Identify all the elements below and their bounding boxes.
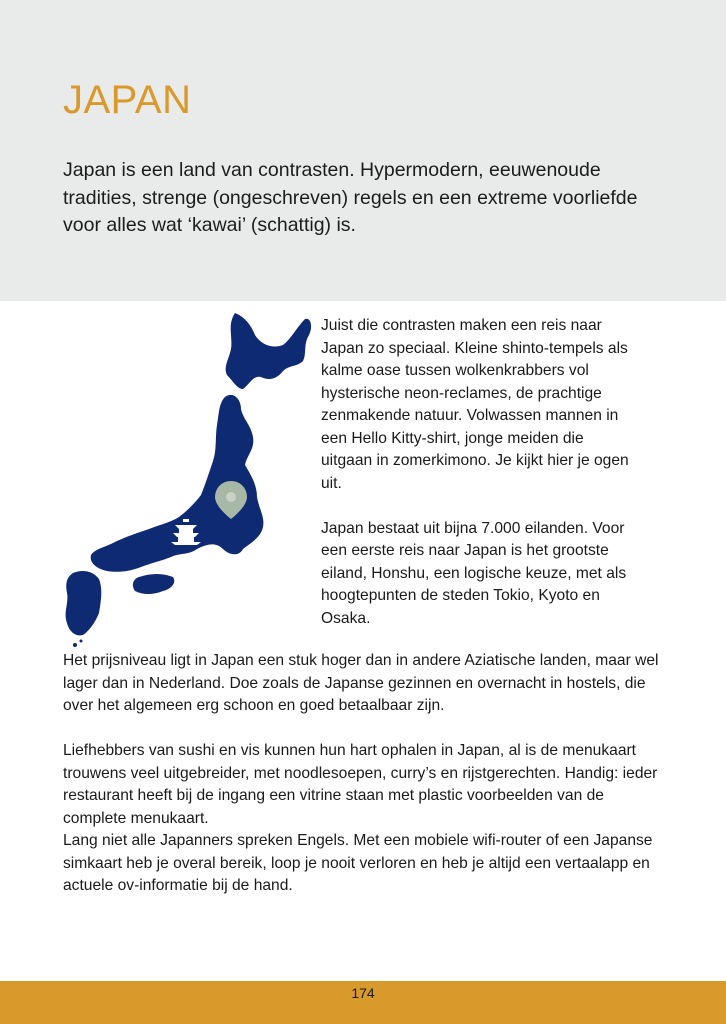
side-paragraph-1: Juist die contrasten maken een reis naar Japan zo speciaal. Kleine shinto-tempels als kalme oase tussen wolkenkrabbers vol hysterische neon-reclames, de prachtige zenmakende natuur. Volwassen mannen in een Hello Kitty-shirt, jonge meiden die uitgaan in zomerkimono. Je kijkt hier je ogen uit. — [321, 317, 629, 492]
intro-paragraph: Japan is een land van contrasten. Hypermodern, eeuwenoude tradities, strenge (ongeschreven) regels en een extreme voorliefde voor alles wat ‘kawai’ (schattig) is. — [63, 159, 638, 236]
page-number: 174 — [351, 985, 375, 1001]
side-column — [321, 315, 631, 653]
body-paragraph-2: Liefhebbers van sushi en vis kunnen hun hart ophalen in Japan, al is de menukaart trouwens veel uitgebreider, met noodlesoepen, curry’s en rijstgerechten. Handig: ieder restaurant heeft bij de ingang een vitrine staan met plastic voorbeelden van de complete menukaart. — [63, 742, 658, 827]
kyushu-island — [66, 571, 102, 635]
page-title: JAPAN — [63, 78, 192, 122]
body-text — [63, 650, 663, 898]
body-paragraph-3: Lang niet alle Japanners spreken Engels. Met een mobiele wifi-router of een Japanse simkaart heb je overal bereik, loop je nooit verloren en heb je altijd een vertaalapp en actuele ov-informatie bij de hand. — [63, 832, 653, 894]
hokkaido-island — [226, 313, 311, 389]
small-island — [73, 643, 77, 647]
shikoku-island — [133, 574, 174, 594]
header-band — [0, 0, 726, 301]
side-paragraph-2: Japan bestaat uit bijna 7.000 eilanden. Voor een eerste reis naar Japan is het grootste eiland, Honshu, een logische keuze, met als hoogtepunten de steden Tokio, Kyoto en Osaka. — [321, 519, 627, 627]
footer-bar — [0, 981, 726, 1024]
japan-map — [55, 305, 320, 650]
small-island — [80, 640, 83, 643]
body-paragraph-1: Het prijsniveau ligt in Japan een stuk hoger dan in andere Aziatische landen, maar wel lager dan in Nederland. Doe zoals de Japanse gezinnen en overnacht in hostels, die over het algemeen erg schoon en goed betaalbaar zijn. — [63, 652, 659, 714]
